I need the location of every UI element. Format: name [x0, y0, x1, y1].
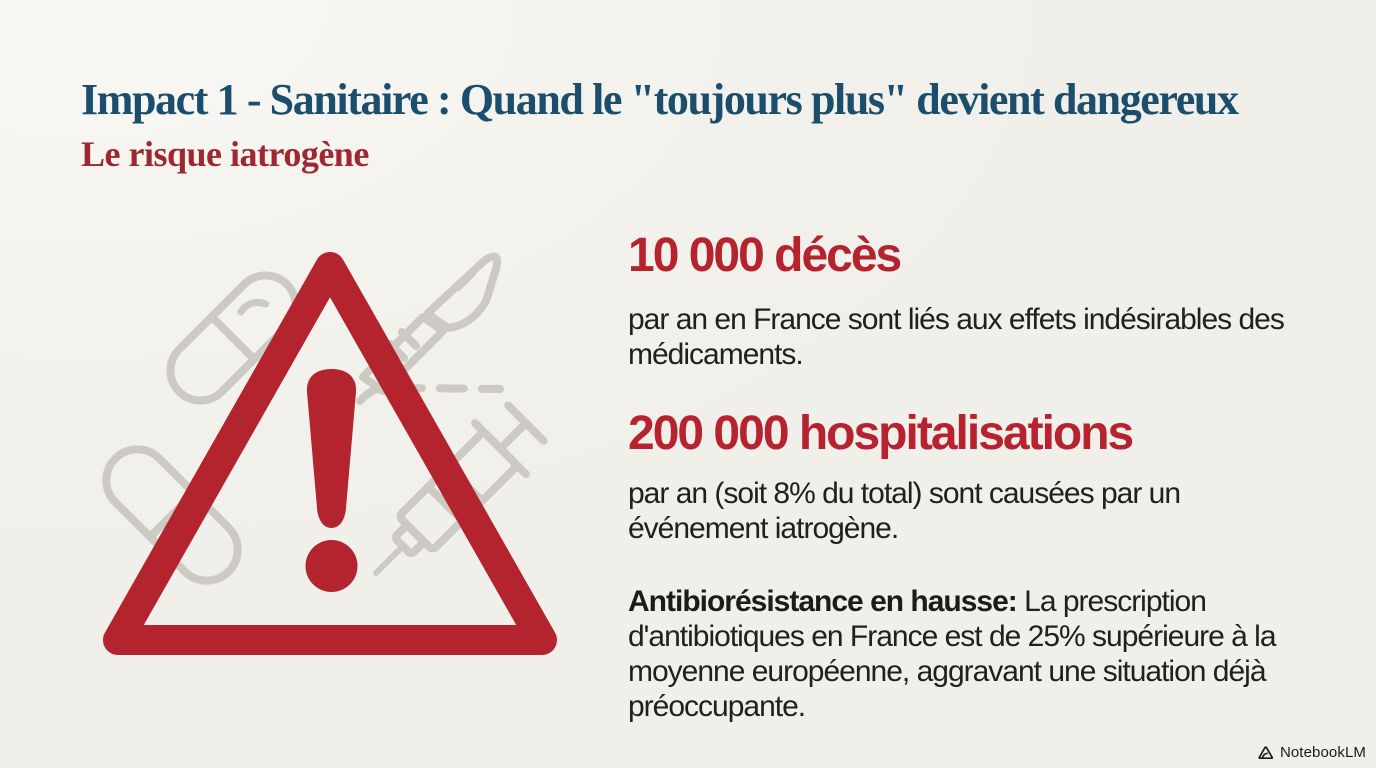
notebooklm-badge	[1257, 744, 1366, 761]
notebooklm-label: NotebookLM	[1279, 744, 1366, 761]
antibioresistance-note	[628, 584, 1318, 724]
stat-description-hospitalisations: par an (soit 8% du total) sont causées par un événement iatrogène.	[628, 477, 1181, 545]
page-subtitle: Le risque iatrogène	[81, 134, 369, 174]
stat-value-hospitalisations: 200 000 hospitalisations	[628, 407, 1133, 460]
note-body: La prescription d'antibiotiques en France est de 25% supérieure à la moyenne européenne, aggravant une situation déjà préoccupante.	[628, 585, 1276, 723]
warning-triangle-icon	[118, 267, 542, 640]
stat-description-deaths: par an en France sont liés aux effets indésirables des médicaments.	[628, 303, 1284, 371]
notebooklm-icon	[1257, 745, 1275, 760]
stat-value-deaths: 10 000 décès	[628, 229, 901, 282]
note-lead: Antibiorésistance en hausse:	[628, 585, 1017, 618]
iatrogenic-risk-graphic	[60, 225, 580, 670]
page-title: Impact 1 - Sanitaire : Quand le "toujours plus" devient dangereux	[81, 75, 1238, 124]
